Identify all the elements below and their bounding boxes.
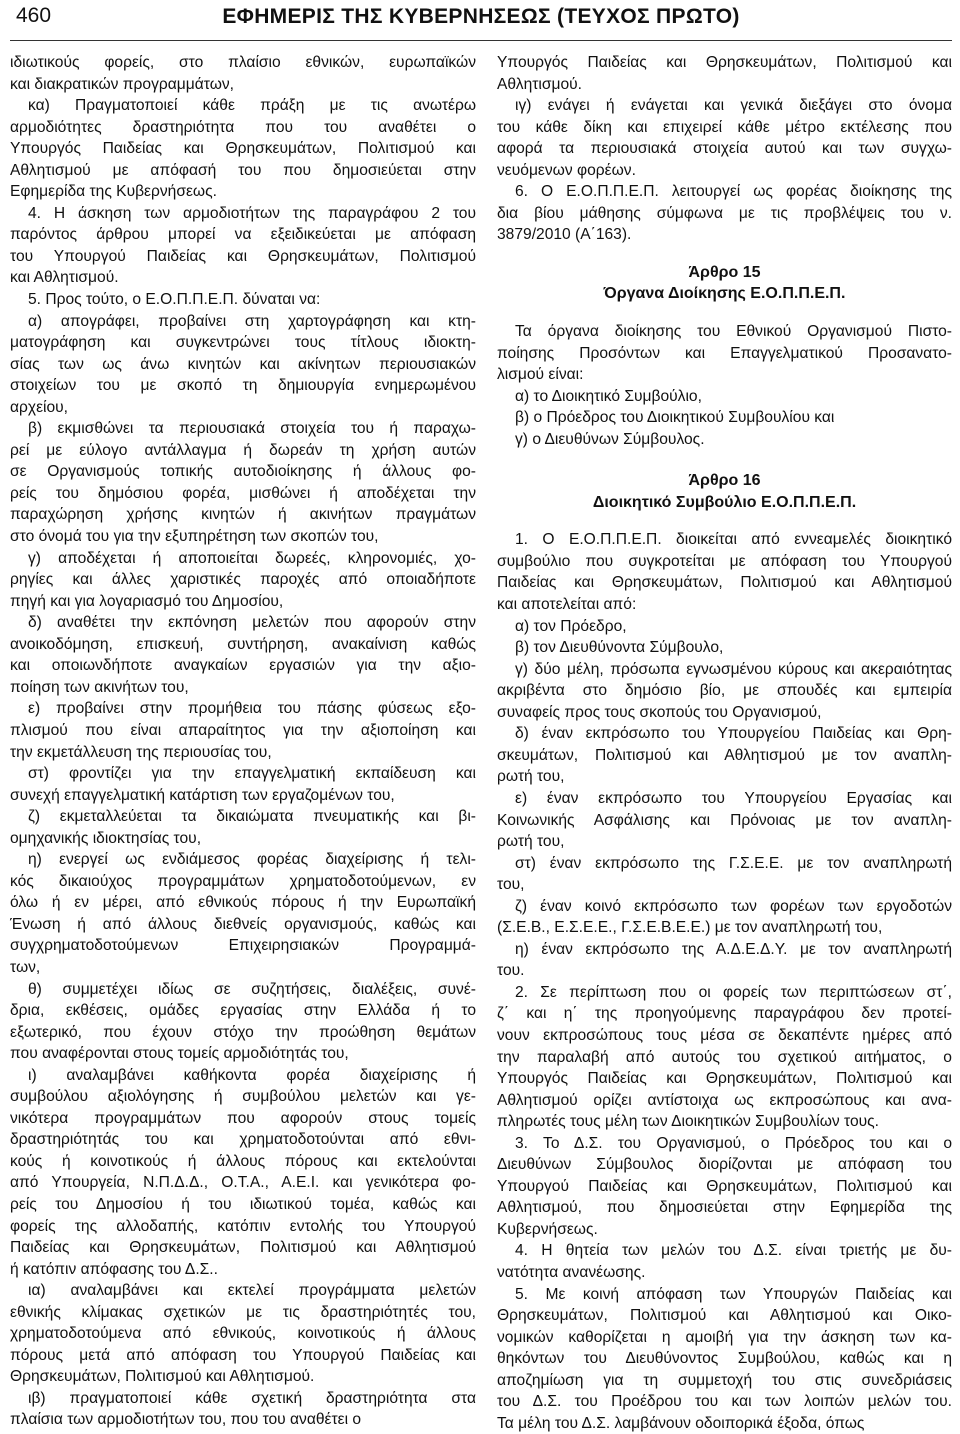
text-line: Θρησκευμάτων, Πολιτισμού και Αθλητισμού. [10, 1368, 315, 1386]
text-line: Αθλητισμού ορίζει αντίστοιχα ως εκπροσώπους και ανα- [497, 1091, 952, 1109]
text-line: δ) έναν εκπρόσωπο του Υπουργείου Παιδείας και Θρη- [515, 725, 952, 743]
text-line: αρχείου, [10, 398, 69, 416]
text-line: και διακρατικών προγραμμάτων, [10, 75, 235, 93]
text-line: του. [497, 962, 525, 980]
text-line: λισμού είναι: [497, 366, 584, 384]
text-line: στ) φροντίζει για την επαγγελματική εκπαίδευση και [28, 765, 476, 783]
page-header [10, 0, 952, 41]
article-16-title: Διοικητικό Συμβούλιο Ε.Ο.Π.Π.Ε.Π. [592, 493, 857, 511]
text-line: σκευμάτων, Πολιτισμού και Αθλητισμού με τον αναπλη- [497, 746, 952, 764]
text-line: συναφείς προς τους σκοπούς του Οργανισμού, [497, 703, 822, 721]
text-line: ρηγίες και άλλες χαριστικές παροχές από οποιαδήποτε [10, 571, 476, 589]
text-line: ιβ) πραγματοποιεί κάθε σχετική δραστηριότητα στα [28, 1389, 476, 1407]
text-line: β) τον Διευθύνοντα Σύμβουλο, [515, 639, 724, 657]
text-line: ιγ) ενάγει ή ενάγεται και γενικά διεξάγει στο όνομα [515, 97, 952, 115]
text-line: β) ο Πρόεδρος του Διοικητικού Συμβουλίου και [515, 409, 835, 427]
text-line: που αναφέρονται στους τομείς αρμοδιότητάς του, [10, 1045, 349, 1063]
text-line: νικότερα προγραμμάτων που αφορούν στους τομείς [10, 1109, 476, 1127]
text-line: ρείς του δημόσιου φορέα, μισθώνει ή αποδέχεται την [10, 484, 476, 502]
text-line: δια βίου μάθησης σύμφωνα με τις προβλέψεις του ν. [497, 204, 952, 222]
text-line: 5. Με κοινή απόφαση των Υπουργών Παιδείας και [515, 1285, 952, 1303]
text-line: του κάθε δίκη και επιχειρεί κάθε μέτρο εκτέλεσης που [497, 118, 952, 136]
text-line: του Δ.Σ. του Προέδρου του και των λοιπών μελών του. [497, 1393, 952, 1411]
text-line: Κοινωνικής Ασφάλισης και Πρόνοιας με τον αναπλη- [497, 811, 952, 829]
text-line: Διευθύνων Σύμβουλος διορίζονται με απόφαση του [497, 1156, 952, 1174]
text-line: Αθλητισμού, που δημοσιεύεται στην Εφημερίδα της [497, 1199, 952, 1217]
text-line: θ) συμμετέχει ιδίως σε συζητήσεις, διαλέξεις, συνέ- [28, 980, 476, 998]
text-line: (Σ.Ε.Β., Ε.Σ.Ε.Ε., Γ.Σ.Ε.Β.Ε.Ε.) με τον αναπληρωτή του, [497, 919, 883, 937]
text-line: δ) αναθέτει την εκπόνηση μελετών που αφορούν στην [28, 614, 476, 632]
text-line: του, [497, 876, 525, 894]
text-line: συγχρηματοδοτούμενων Επιχειρησιακών Προγραμμά- [10, 937, 476, 955]
text-line: 3. Το Δ.Σ. του Οργανισμού, ο Πρόεδρος του και ο [515, 1134, 952, 1152]
text-line: ρεί με εύλογο αντάλλαγμα ή δωρεάν τη χρήση αυτών [10, 441, 476, 459]
text-line: ρωτή του, [497, 833, 565, 851]
text-line: Υπουργού Παιδείας και Θρησκευμάτων, Πολιτισμού και [497, 1177, 952, 1195]
text-line: συμβούλιο που συγκροτείται με απόφαση του Υπουργού [497, 552, 952, 570]
text-line: Ένωση ή από άλλους διεθνείς οργανισμούς, καθώς και [10, 915, 476, 933]
text-line: Αθλητισμού. [497, 75, 583, 93]
text-line: 2. Σε περίπτωση που οι φορείς των περιπτώσεων στ΄, [515, 983, 952, 1001]
text-line: αφορά τα περιουσιακά στοιχεία αυτού και των συγχω- [497, 140, 952, 158]
text-line: χρηματοδοτούμενα από εθνικούς, κοινοτικούς ή άλλους [10, 1325, 476, 1343]
text-line: κούς ή κοινοτικούς ή άλλους πόρους και εκτελούνται [10, 1152, 476, 1170]
text-line: α) απογράφει, προβαίνει στη χαρτογράφηση και κτη- [28, 312, 476, 330]
text-line: θηκόντων του Διευθύνοντος Συμβούλου, καθώς και η [497, 1350, 952, 1368]
text-line: σίας των ως άνω κινητών και ακίνητων περιουσιακών [10, 355, 476, 373]
text-line: ι) αναλαμβάνει καθήκοντα φορέα διαχείρισης ή [28, 1066, 476, 1084]
text-line: πηγή και για λογαριασμό του Δημοσίου, [10, 592, 284, 610]
text-line: Εφημερίδα της Κυβερνήσεως. [10, 183, 217, 201]
text-line: Παιδείας και Θρησκευμάτων, Πολιτισμού και Αθλητισμού [10, 1239, 476, 1257]
text-line: ποίησης Προσόντων και Επαγγελματικού Προσανατο- [497, 344, 952, 362]
article-16-heading: Άρθρο 16 [688, 472, 761, 490]
text-line: όλω ή εν μέρει, από εθνικούς πόρους ή την Ευρωπαϊκή [10, 894, 476, 912]
text-line: Παιδείας και Θρησκευμάτων, Πολιτισμού και Αθλητισμού [497, 574, 952, 592]
text-line: των, [10, 958, 41, 976]
text-line: 1. Ο Ε.Ο.Π.Π.Ε.Π. διοικείται από εννεαμελές διοικητικό [515, 531, 952, 549]
text-line: αρμοδιότητες δραστηριότητα που του αναθέτει ο [10, 118, 476, 136]
text-line: πλαίσια των αρμοδιοτήτων του, που του αναθέτει ο [10, 1411, 362, 1429]
text-line: εξωτερικό, που έχουν στόχο την προώθηση θεμάτων [10, 1023, 476, 1041]
article-16-body [497, 529, 952, 1434]
text-line: Υπουργός Παιδείας και Θρησκευμάτων, Πολιτισμού και [497, 54, 952, 71]
text-line: ζ) έναν κοινό εκπρόσωπο των φορέων των εργοδοτών [515, 897, 952, 915]
text-line: α) τον Πρόεδρο, [515, 617, 627, 635]
text-line: παρόντος άρθρου μπορεί να εξειδικεύεται με απόφαση [10, 226, 476, 244]
text-line: η) ενεργεί ως ενδιάμεσος φορέας διαχείρισης ή τελι- [28, 851, 476, 869]
text-line: ρείς του Δημοσίου ή του ιδιωτικού τομέα, καθώς και [10, 1195, 476, 1213]
text-line: Υπουργός Παιδείας και Θρησκευμάτων, Πολιτισμού και [497, 1070, 952, 1088]
text-line: δραστηριότητάς του και χρηματοδοτούνται από εθνι- [10, 1131, 476, 1149]
text-line: φορείς της αλλοδαπής, κατόπιν εντολής του Υπουργού [10, 1217, 476, 1235]
text-line: γ) ο Διευθύνων Σύμβουλος. [515, 430, 705, 448]
text-line: νουν εκπροσώπους τους μέσα σε δεκαπέντε ημέρες από [497, 1026, 952, 1044]
text-line: κός δικαιούχος προγραμμάτων χρηματοδοτούμενων, εν [10, 872, 476, 890]
article-15-body [497, 321, 952, 450]
text-line: αποζημίωση για τη συμμετοχή του στις συνεδριάσεις [497, 1371, 952, 1389]
text-line: γ) δύο μέλη, πρόσωπα εγνωσμένου κύρους και ακεραιότητας [515, 660, 952, 678]
text-line: δρια, εκθέσεις, ομάδες εργασίας στην Ελλάδα ή το [10, 1002, 476, 1020]
text-line: ομηχανικής ιδιοκτησίας του, [10, 829, 202, 847]
text-line: από Υπουργεία, Ν.Π.Δ.Δ., Ο.Τ.Α., Α.Ε.Ι. και γενικότερα φο- [10, 1174, 476, 1192]
text-line: β) εκμισθώνει τα περιουσιακά στοιχεία του ή παραχω- [28, 420, 476, 438]
text-line: κα) Πραγματοποιεί κάθε πράξη με τις ανωτέρω [28, 97, 476, 115]
text-line: και Αθλητισμού. [10, 269, 119, 287]
gazette-title: ΕΦΗΜΕΡΙΣ ΤΗΣ ΚΥΒΕΡΝΗΣΕΩΣ (ΤΕΥΧΟΣ ΠΡΩΤΟ) [222, 5, 740, 28]
text-line: 5. Προς τούτο, ο Ε.Ο.Π.Π.Ε.Π. δύναται να: [28, 291, 321, 309]
text-line: γ) αποδέχεται ή αποποιείται δωρεές, κληρονομιές, χο- [28, 549, 476, 567]
right-column [497, 52, 952, 1434]
text-line: α) το Διοικητικό Συμβούλιο, [515, 387, 702, 405]
text-line: την εκμετάλλευση της περιουσίας του, [10, 743, 272, 761]
text-line: στοιχείων του με σκοπό τη δημιουργία ενημερωμένου [10, 377, 476, 395]
text-line: σε Οργανισμούς τοπικής αυτοδιοίκησης ή άλλους φο- [10, 463, 476, 481]
text-line: Τα μέλη του Δ.Σ. λαμβάνουν οδοιπορικά έξοδα, όπως [497, 1414, 865, 1432]
text-line: ακριβέντα στο δημόσιο βίο, με σπουδές και εμπειρία [497, 682, 952, 700]
text-line: ανοικοδόμηση, επισκευή, συντήρηση, ανακαίνιση καθώς [10, 635, 476, 653]
text-line: ή κατόπιν απόφασης του Δ.Σ.. [10, 1260, 218, 1278]
text-line: Αθλητισμού με απόφασή του που δημοσιεύεται στην [10, 161, 476, 179]
text-line: συνεχή επαγγελματική κατάρτιση των εργαζομένων του, [10, 786, 395, 804]
text-line: Θρησκευμάτων, Πολιτισμού και Αθλητισμού και Οικο- [497, 1307, 952, 1325]
article-15-heading: Άρθρο 15 [688, 263, 761, 281]
left-column [10, 52, 476, 1431]
text-line: 4. Η θητεία των μελών του Δ.Σ. είναι τριετής με δυ- [515, 1242, 952, 1260]
article-15-title: Όργανα Διοίκησης Ε.Ο.Π.Π.Ε.Π. [603, 285, 846, 303]
text-line: Τα όργανα διοίκησης του Εθνικού Οργανισμού Πιστο- [515, 323, 952, 341]
text-line: του Υπουργού Παιδείας και Θρησκευμάτων, Πολιτισμού [10, 247, 476, 265]
page-number: 460 [16, 4, 52, 27]
text-line: πλισμού που είναι απαραίτητος για την αξιοποίηση και [10, 721, 476, 739]
text-line: ια) αναλαμβάνει και εκτελεί προγράμματα μελετών [28, 1282, 476, 1300]
text-line: νευόμενων φορέων. [497, 161, 636, 179]
text-line: ιδιωτικούς φορείς, στο πλαίσιο εθνικών, ευρωπαϊκών [10, 54, 476, 71]
text-line: ματογράφηση και συγκεντρώνει τους τίτλους ιδιοκτη- [10, 334, 476, 352]
text-line: συμβούλου αξιολόγησης ή συμβούλου μελετών και γε- [10, 1088, 476, 1106]
text-line: πληρωτές τους μέλη των Διοικητικών Συμβουλίων τους. [497, 1113, 880, 1131]
text-line: ζ) εκμεταλλεύεται τα δικαιώματα πνευματικής και βι- [28, 808, 476, 826]
text-line: Κυβερνήσεως. [497, 1220, 598, 1238]
right-intro-text [497, 52, 952, 246]
text-line: παραχώρηση χρήσης κινητών ή ακινήτων πραγμάτων [10, 506, 476, 524]
text-line: ρωτή του, [497, 768, 565, 786]
text-line: ε) προβαίνει στην προμήθεια του πάσης φύσεως εξο- [28, 700, 476, 718]
text-line: την παραλαβή από αυτούς του σχετικού αιτήματος, ο [497, 1048, 952, 1066]
text-line: 4. Η άσκηση των αρμοδιοτήτων της παραγράφου 2 του [28, 204, 476, 222]
text-line: 3879/2010 (Α΄163). [497, 226, 632, 244]
text-line: ποίηση των ακινήτων του, [10, 678, 189, 696]
text-line: η) έναν εκπρόσωπο της Α.Δ.Ε.Δ.Υ. με τον αναπληρωτή [515, 940, 952, 958]
text-line: στ) έναν εκπρόσωπο της Γ.Σ.Ε.Ε. με τον αναπληρωτή [515, 854, 952, 872]
text-line: στο όνομά του για την εξυπηρέτηση των σκοπών του, [10, 528, 379, 546]
text-line: 6. Ο Ε.Ο.Π.Π.Ε.Π. λειτουργεί ως φορέας διοίκησης της [515, 183, 952, 201]
text-line: νομικών καθορίζεται η αμοιβή για την άσκηση των κα- [497, 1328, 952, 1346]
text-line: και οποιωνδήποτε αναγκαίων εργασιών για την αξιο- [10, 657, 476, 675]
text-line: ζ΄ και η΄ της προηγούμενης παραγράφου δεν προτεί- [497, 1005, 952, 1023]
text-line: Υπουργός Παιδείας και Θρησκευμάτων, Πολιτισμού και [10, 140, 476, 158]
text-line: εθνικής κλίμακας σχετικών με τις δραστηριότητές του, [10, 1303, 476, 1321]
text-line: νατότητα ανανέωσης. [497, 1263, 646, 1281]
text-line: ε) έναν εκπρόσωπο του Υπουργείου Εργασίας και [515, 789, 952, 807]
text-line: και αποτελείται από: [497, 596, 637, 614]
text-line: πόρους μετά από απόφαση του Υπουργού Παιδείας και [10, 1346, 476, 1364]
